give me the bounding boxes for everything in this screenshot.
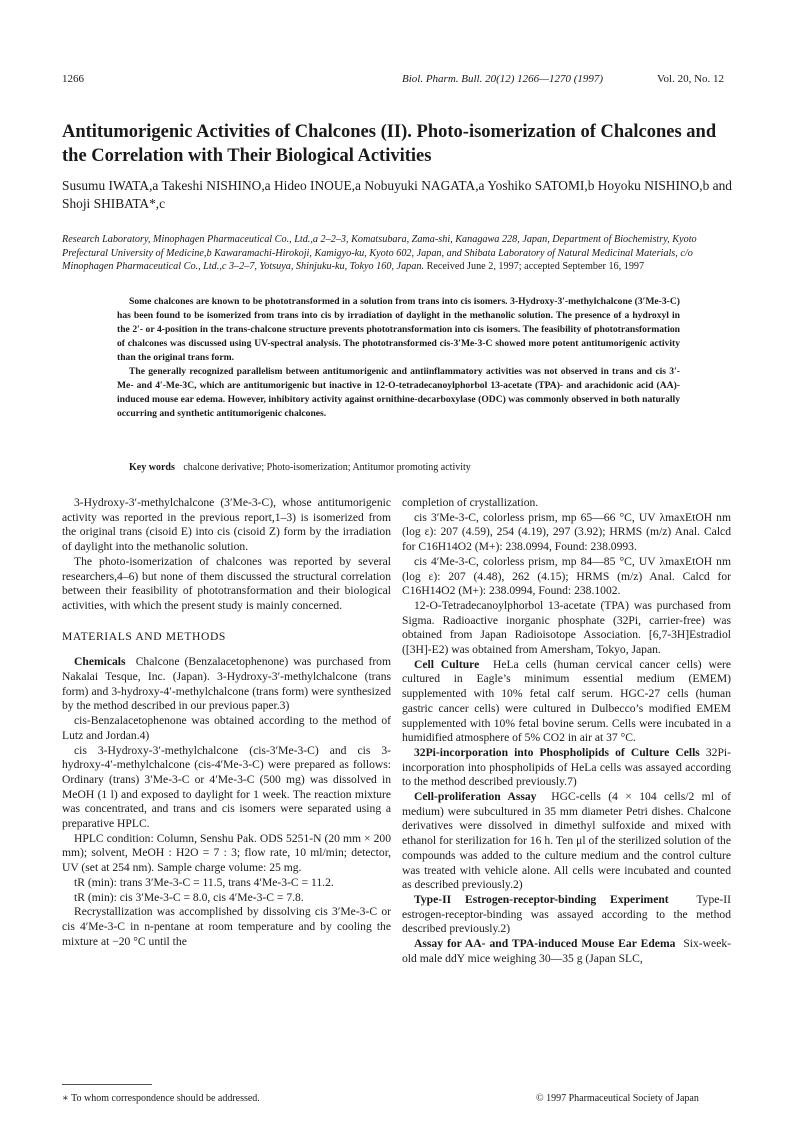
subsection-text: 32Pi-incorporation into phospholipids of HeLa cells was assayed according to the method described previously.7)	[402, 745, 731, 789]
body-paragraph	[62, 655, 391, 714]
subsection-text: HGC-cells (4 × 104 cells/2 ml of medium) were subcultured in 35 mm diameter Petri dishes. Chalcone derivatives were dissolved in dimethyl sulfoxide and mixed with ethanol for sterilization for 16 h. Ten μl of the sterilized solution of the compounds was added to the culture medium and the control culture was treated with vehicle alone. All cells were incubated and counted as described previously.2)	[402, 790, 731, 892]
subsection-lead: Cell Culture	[414, 657, 480, 671]
article-title: Antitumorigenic Activities of Chalcones (II). Photo-isomerization of Chalcones and the Correlation with Their Biological Activities	[62, 122, 717, 166]
keywords-label: Key words	[129, 462, 175, 473]
subsection-lead: Chemicals	[74, 655, 126, 669]
body-paragraph: The photo-isomerization of chalcones was reported by several researchers,4–6) but none of them discussed the structural correlation between their feasibility of phototransformation and their biological activities, with which the present study is mainly concerned.	[62, 554, 391, 612]
body-paragraph: 12-O-Tetradecanoylphorbol 13-acetate (TPA) was purchased from Sigma. Radioactive inorganic phosphate (32Pi, carrier-free) was obtained from Japan Radioisotope Association. [6,7-3H]Estradiol ([3H]-E2) was obtained from Amersham, Tokyo, Japan.	[402, 598, 731, 657]
body-paragraph: HPLC condition: Column, Senshu Pak. ODS 5251-N (20 mm × 200 mm); solvent, MeOH : H2O = 7 : 3; flow rate, 10 ml/min; detector, UV (set at 254 nm). Sample charge volume: 25 mg.	[62, 831, 391, 875]
body-paragraph: completion of crystallization.	[402, 496, 539, 509]
body-paragraph: cis 3-Hydroxy-3′-methylchalcone (cis-3′Me-3-C) and cis 3-hydroxy-4′-methylchalcone (cis-4′Me-3-C) were prepared as follows: Ordinary (trans) 3′Me-3-C or 4′Me-3-C (500 mg) was dissolved in MeOH (1 l) and exposed to daylight for 1 week. The reaction mixture was concentrated, and trans and cis isomers were separated using a preparative HPLC.	[62, 743, 391, 831]
subsection-lead: Assay for AA- and TPA-induced Mouse Ear Edema	[414, 937, 676, 951]
subsection-text: HeLa cells (human cervical cancer cells) were cultured in Eagle’s minimum essential medium (EMEM) supplemented with 10% fetal calf serum. HGC-27 cells (human gastric cancer cells) were cultured in Dulbecco’s modified EMEM supplemented with 10% fetal bovine serum. Cells were incubated in a humidified atmosphere of 5% CO2 in air at 37 °C.	[402, 657, 732, 745]
abstract-paragraph: Some chalcones are known to be phototransformed in a solution from trans into cis isomers. 3-Hydroxy-3′-methylchalcone (3′Me-3-C) has been found to be isomerized from trans into cis by irradiation of daylight in the methanolic solution. The presence of a hydroxyl in the 2′- or 4-position in the trans-chalcone structure prevents phototransformation into cis isomers. The feasibility of phototransformation of chalcones was discussed using UV-spectral analysis. The phototransformed cis-3′Me-3-C showed more potent antitumorigenic activity than the original trans form.	[117, 296, 680, 363]
subsection-text: Type-II estrogen-receptor-binding was assayed according to the method described previously.2)	[402, 892, 731, 936]
subsection-lead: 32Pi-incorporation into Phospholipids of Culture Cells	[414, 745, 700, 759]
correspondence-footnote: ∗ To whom correspondence should be addressed.	[62, 1093, 260, 1104]
received-dates: Received June 2, 1997; accepted September 16, 1997	[426, 261, 645, 272]
body-paragraph: cis 4′Me-3-C, colorless prism, mp 84—85 °C, UV λmaxEtOH nm (log ε): 207 (4.48), 262 (4.15); HRMS (m/z) Anal. Calcd for C16H14O2 (M+): 238.0994, Found: 238.1002.	[402, 554, 731, 598]
body-paragraph	[402, 790, 731, 893]
body-paragraph	[402, 937, 731, 966]
keywords-text: chalcone derivative; Photo-isomerization; Antitumor promoting activity	[183, 462, 471, 473]
author-list: Susumu IWATA,a Takeshi NISHINO,a Hideo INOUE,a Nobuyuki NAGATA,a Yoshiko SATOMI,b Hoyoku NISHINO,b and Shoji SHIBATA*,c	[62, 178, 733, 211]
footnote-rule	[62, 1084, 152, 1085]
page-number: 1266	[62, 73, 84, 85]
affiliations	[62, 233, 732, 274]
keywords	[129, 462, 689, 473]
body-paragraph: 3-Hydroxy-3′-methylchalcone (3′Me-3-C), whose antitumorigenic activity was reported in the previous report,1–3) is isomerized from the original trans (cisoid E) into cis (cisoid Z) form by the irradiation of daylight into the methanolic solution.	[62, 496, 391, 554]
subsection-lead: Type-II Estrogen-receptor-binding Experiment	[414, 892, 669, 906]
body-paragraph	[402, 746, 731, 790]
body-paragraph: cis-Benzalacetophenone was obtained according to the method of Lutz and Jordan.4)	[62, 714, 391, 742]
body-paragraph	[402, 658, 731, 746]
body-paragraph	[402, 893, 731, 937]
body-paragraph: tR (min): trans 3′Me-3-C = 11.5, trans 4′Me-3-C = 11.2.	[74, 875, 334, 889]
body-paragraph: cis 3′Me-3-C, colorless prism, mp 65—66 °C, UV λmaxEtOH nm (log ε): 207 (4.59), 254 (4.19), 297 (3.92); HRMS (m/z) Anal. Calcd for C16H14O2 (M+): 238.0994, Found: 238.0993.	[402, 510, 731, 554]
abstract	[117, 295, 680, 421]
copyright-notice: © 1997 Pharmaceutical Society of Japan	[536, 1093, 699, 1104]
subsection-text: Chalcone (Benzalacetophenone) was purchased from Nakalai Tesque, Inc. (Japan). 3-Hydroxy-3′-methylchalcone (trans form) and 3-hydroxy-4′-methylchalcone (trans form) were synthesized by the method described in our previous paper.3)	[62, 655, 391, 713]
body-paragraph: Recrystallization was accomplished by dissolving cis 3′Me-3-C or cis 4′Me-3-C in n-pentane at room temperature and by cooling the mixture at −20 °C until the	[62, 905, 391, 948]
journal-citation: Biol. Pharm. Bull. 20(12) 1266—1270 (1997)	[402, 73, 604, 85]
affiliation-text: Research Laboratory, Minophagen Pharmaceutical Co., Ltd.,a 2–2–3, Komatsubara, Zama-shi, Kanagawa 228, Japan, Department of Biochemistry, Kyoto Prefectural University of Medicine,b Kawaramachi-Hirokoji, Kamigyo-ku, Kyoto 602, Japan, and Shibata Laboratory of Natural Medicinal Materials, c/o Minophagen Pharmaceutical Co., Ltd.,c 3–2–7, Yotsuya, Shinjuku-ku, Tokyo 160, Japan.	[62, 234, 697, 272]
body-paragraph: tR (min): cis 3′Me-3-C = 8.0, cis 4′Me-3-C = 7.8.	[74, 890, 304, 904]
right-column	[402, 496, 731, 967]
left-column	[62, 496, 391, 949]
abstract-paragraph: The generally recognized parallelism between antitumorigenic and antiinflammatory activities was not observed in trans and cis 3′-Me- and 4′-Me-3C, which are antitumorigenic but inactive in 12-O-tetradecanoylphorbol 13-acetate (TPA)- and arachidonic acid (AA)-induced mouse ear edema. However, inhibitory activity against ornithine-decarboxylase (ODC) was commonly observed in both naturally occurring and synthetic antitumorigenic chalcones.	[117, 366, 680, 419]
section-heading: MATERIALS AND METHODS	[62, 629, 226, 643]
subsection-lead: Cell-proliferation Assay	[414, 790, 537, 804]
volume-issue: Vol. 20, No. 12	[657, 73, 725, 85]
subsection-text: Six-week-old male ddY mice weighing 30—35 g (Japan SLC,	[402, 937, 731, 965]
